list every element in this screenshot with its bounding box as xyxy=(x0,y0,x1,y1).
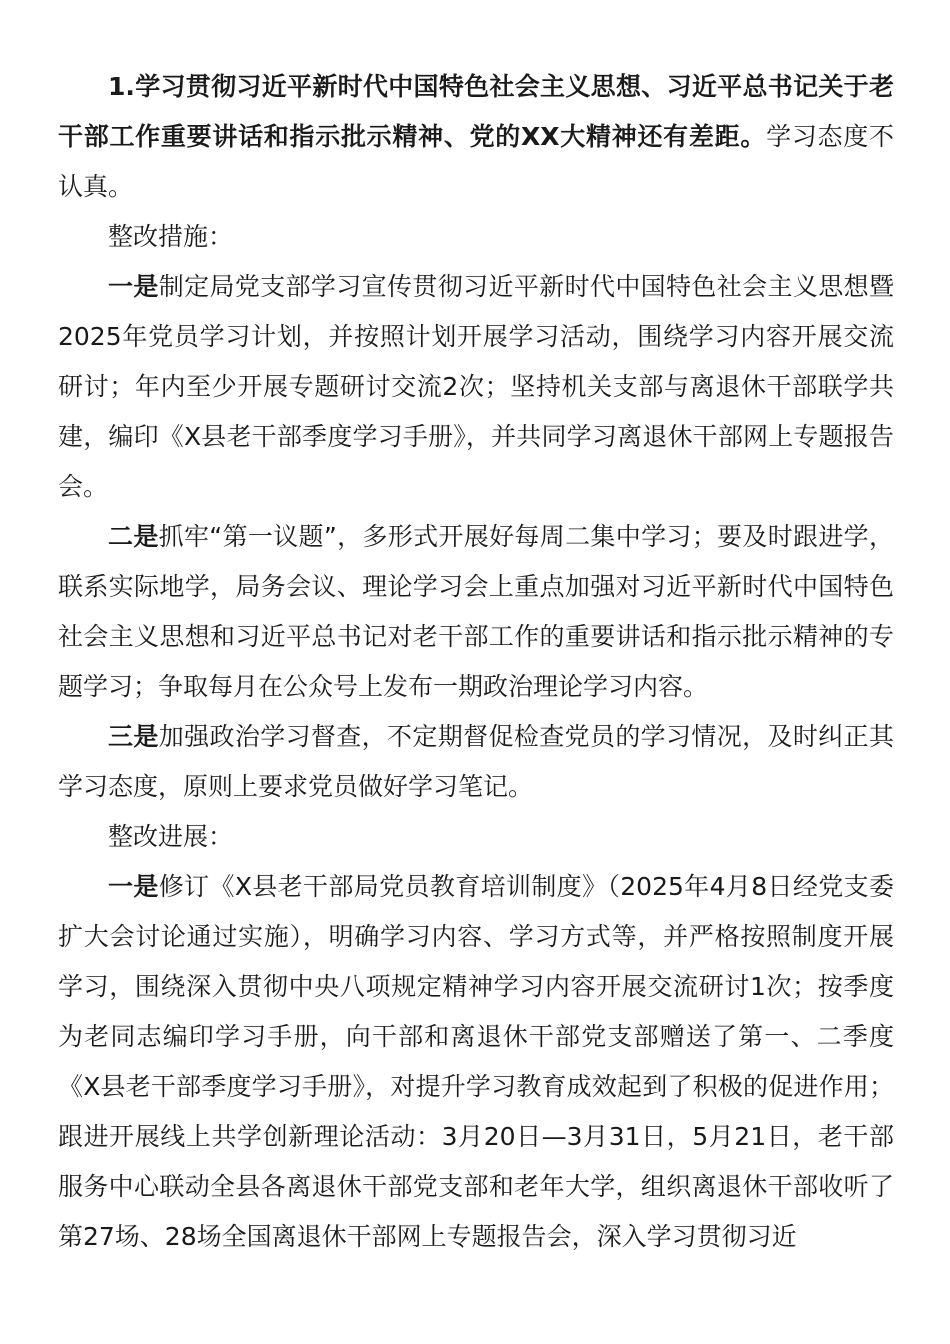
progress-paragraph xyxy=(58,862,894,1262)
measure-paragraph xyxy=(58,262,894,512)
progress-text: 修订《X县老干部局党员教育培训制度》（2025年4月8日经党支委扩大会讨论通过实施），明确学习内容、学习方式等，并严格按照制度开展学习，围绕深入贯彻中央八项规定精神学习内容开展交流研讨1次；按季度为老同志编印学习手册，向干部和离退休干部党支部赠送了第一、二季度《X县老干部季度学习手册》，对提升学习教育成效起到了积极的促进作用；跟进开展线上共学创新理论活动：3月20日—3月31日，5月21日，老干部服务中心联动全县各离退休干部党支部和老年大学，组织离退休干部收听了第27场、28场全国离退休干部网上专题报告会，深入学习贯彻习近 xyxy=(58,872,894,1251)
progress-lead: 一是 xyxy=(108,872,159,901)
measure-lead: 三是 xyxy=(108,722,159,751)
measure-paragraph xyxy=(58,712,894,812)
measure-text: 加强政治学习督查，不定期督促检查党员的学习情况，及时纠正其学习态度，原则上要求党员做好学习笔记。 xyxy=(58,722,894,801)
measure-text: 抓牢“第一议题”，多形式开展好每周二集中学习；要及时跟进学，联系实际地学，局务会议、理论学习会上重点加强对习近平新时代中国特色社会主义思想和习近平总书记对老干部工作的重要讲话和指示批示精神的专题学习；争取每月在公众号上发布一期政治理论学习内容。 xyxy=(58,522,894,701)
measure-lead: 二是 xyxy=(108,522,159,551)
heading-rest-text: 学习态度不认真。 xyxy=(58,122,894,201)
measure-lead: 一是 xyxy=(108,272,159,301)
progress-label: 整改进展： xyxy=(108,822,234,851)
measures-label: 整改措施： xyxy=(108,222,234,251)
heading-bold-text: 1.学习贯彻习近平新时代中国特色社会主义思想、习近平总书记关于老干部工作重要讲话和指示批示精神、党的XX大精神还有差距。 xyxy=(58,72,894,151)
measure-paragraph xyxy=(58,512,894,712)
measure-text: 制定局党支部学习宣传贯彻习近平新时代中国特色社会主义思想暨2025年党员学习计划，并按照计划开展学习活动，围绕学习内容开展交流研讨；年内至少开展专题研讨交流2次；坚持机关支部与离退休干部联学共建，编印《X县老干部季度学习手册》，并共同学习离退休干部网上专题报告会。 xyxy=(58,272,894,501)
document-page xyxy=(58,62,894,1262)
heading-paragraph xyxy=(58,62,894,212)
